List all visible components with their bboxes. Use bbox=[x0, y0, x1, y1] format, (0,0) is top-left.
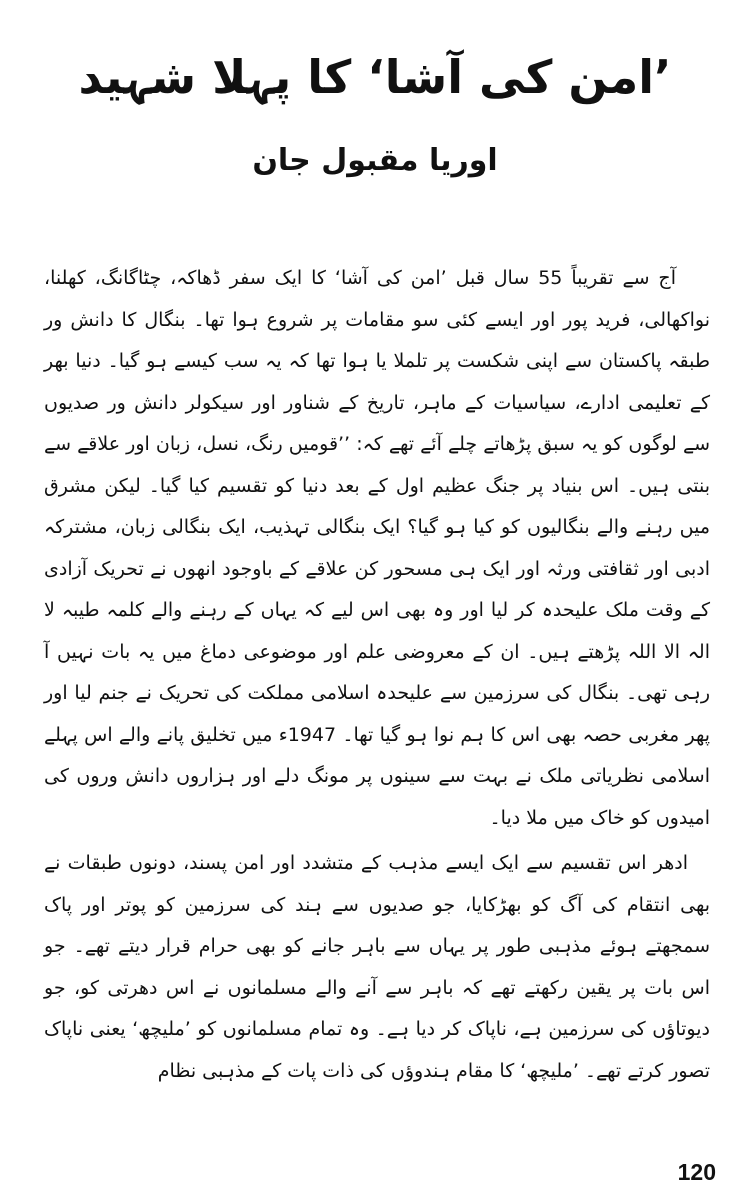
paragraph-1: آج سے تقریباً 55 سال قبل ’امن کی آشا‘ کا ایک سفر ڈھاکہ، چٹاگانگ، کھلنا، نواکھالی، فرید پور اور ایسے کئی سو مقامات پر شروع ہوا تھا۔ بنگال کا دانش ور طبقہ پاکستان سے اپنی شکست پر تلملا یا ہوا تھا کہ یہ سب کیسے ہو گیا۔ دنیا بھر کے تعلیمی ادارے، سیاسیات کے ماہر، تاریخ کے شناور اور سیکولر دانش ور صدیوں سے لوگوں کو یہ سبق پڑھاتے چلے آئے تھے کہ: ’’قومیں رنگ، نسل، زبان اور علاقے سے بنتی ہیں۔ اس بنیاد پر جنگ عظیم اول کے بعد دنیا کو تقسیم کیا گیا۔ لیکن مشرق میں رہنے والے بنگالیوں کو کیا ہو گیا؟ ایک بنگالی تہذیب، ایک بنگالی زبان، مشترکہ ادبی اور ثقافتی ورثہ اور ایک ہی مسحور کن علاقے کے باوجود انھوں نے تحریک آزادی کے وقت ملک علیحدہ کر لیا اور وہ بھی اس لیے کہ یہاں کے رہنے والے کلمہ طیبہ لا الہ الا اللہ پڑھتے ہیں۔ ان کے معروضی علم اور موضوعی دماغ میں یہ بات نہیں آ رہی تھی۔ بنگال کی سرزمین سے علیحدہ اسلامی مملکت کی تحریک نے جنم لیا اور پھر مغربی حصہ بھی اس کا ہم نوا ہو گیا تھا۔ 1947ء میں تخلیق پانے والے اس پہلے اسلامی نظریاتی ملک نے بہت سے سینوں پر مونگ دلے اور ہزاروں دانش وروں کی امیدوں کو خاک میں ملا دیا۔ bbox=[44, 267, 710, 829]
page-number: 120 bbox=[677, 1159, 716, 1185]
paragraph-2: ادھر اس تقسیم سے ایک ایسے مذہب کے متشدد اور امن پسند، دونوں طبقات نے بھی انتقام کی آگ کو بھڑکایا، جو صدیوں سے ہند کی سرزمین کو پوتر اور پاک سمجھتے ہوئے مذہبی طور پر یہاں سے باہر جانے کو بھی حرام قرار دیتے تھے۔ جو اس بات پر یقین رکھتے تھے کہ باہر سے آنے والے مسلمانوں نے اس دھرتی کو، جو دیوتاؤں کی سرزمین ہے، ناپاک کر دیا ہے۔ وہ تمام مسلمانوں کو ’ملیچھ‘ یعنی ناپاک تصور کرتے تھے۔ ’ملیچھ‘ کا مقام ہندوؤں کی ذات پات کے مذہبی نظام bbox=[44, 852, 710, 1082]
article-body bbox=[44, 258, 710, 1092]
article-title: ’امن کی آشا‘ کا پہلا شہید bbox=[78, 50, 672, 104]
author-name: اوریا مقبول جان bbox=[252, 143, 498, 178]
